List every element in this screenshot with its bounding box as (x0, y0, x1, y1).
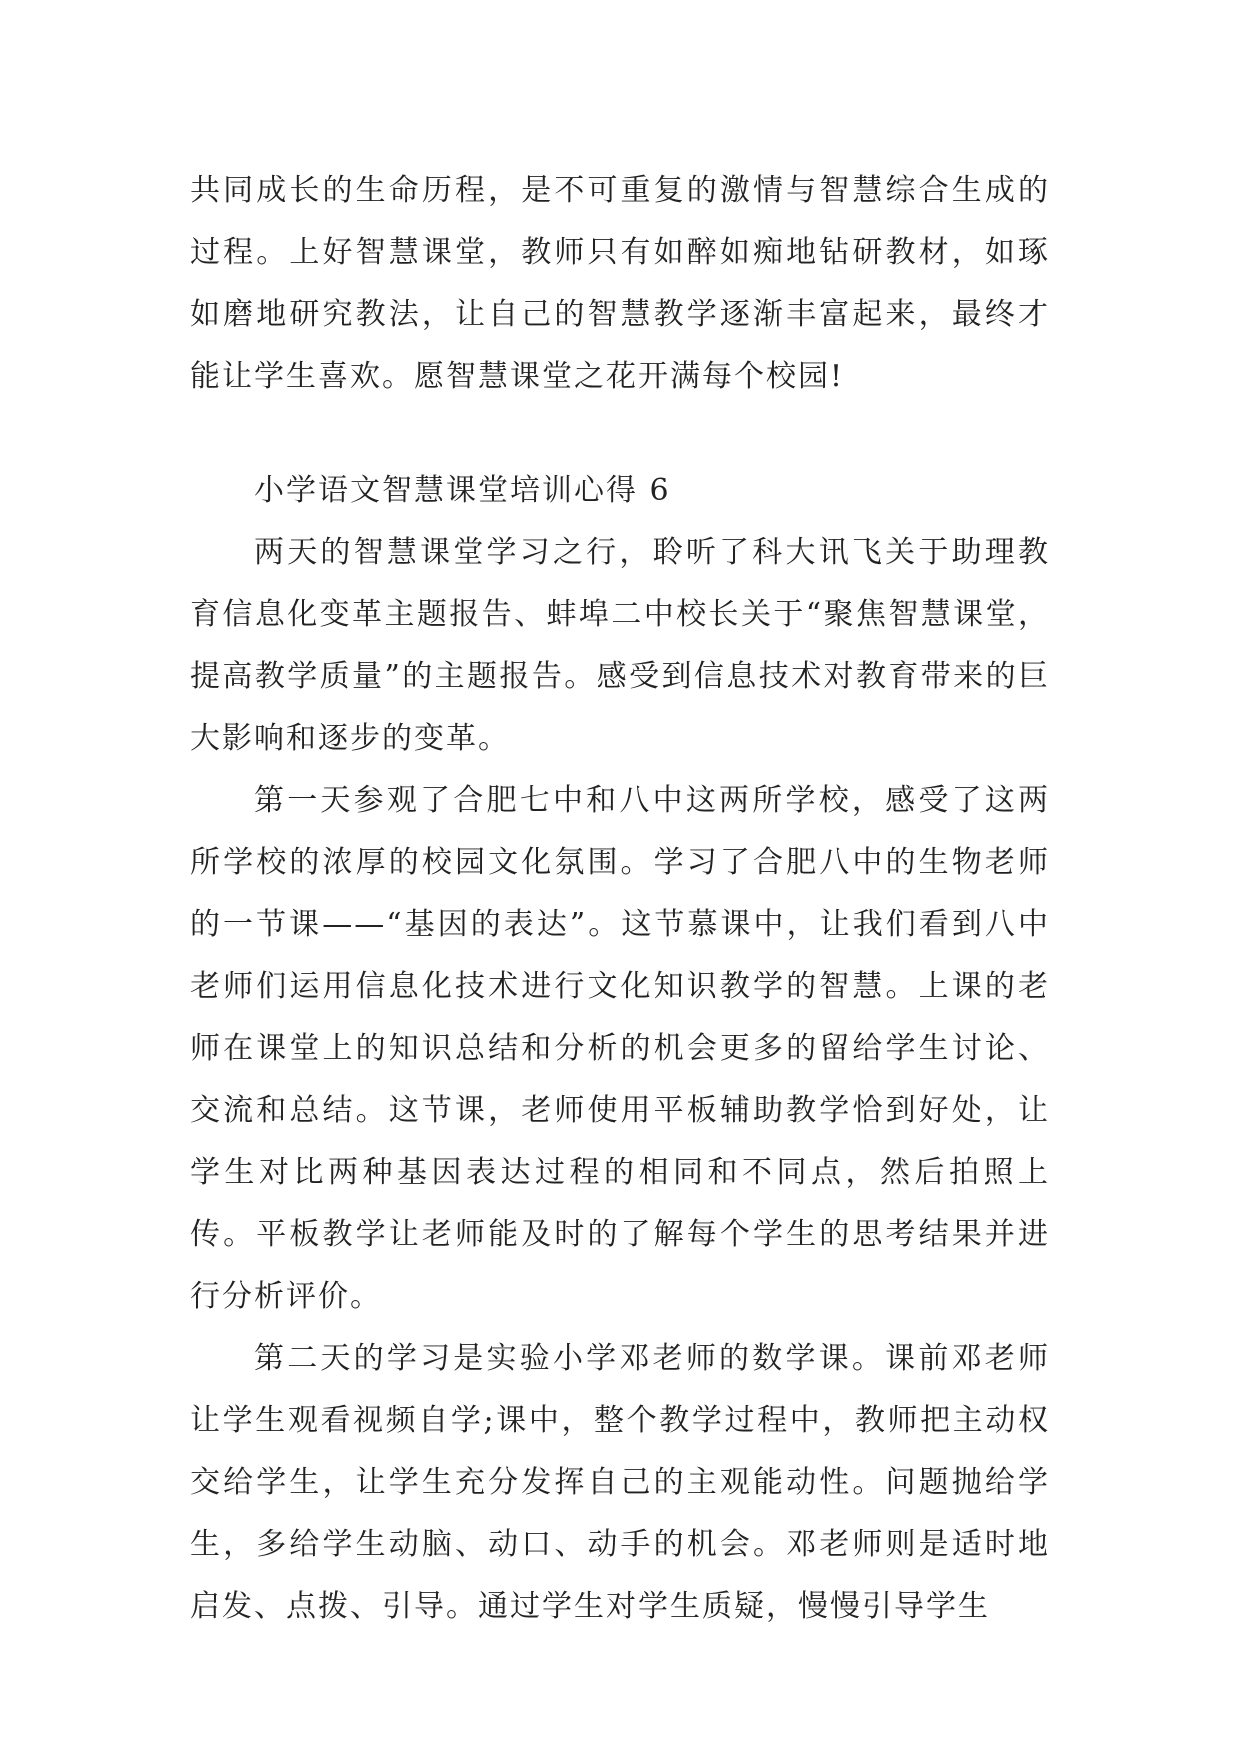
paragraph-3: 第二天的学习是实验小学邓老师的数学课。课前邓老师让学生观看视频自学;课中，整个教学过程中，教师把主动权交给学生，让学生充分发挥自己的主观能动性。问题抛给学生，多给学生动脑、动口、动手的机会。邓老师则是适时地启发、点拨、引导。通过学生对学生质疑，慢慢引导学生 (190, 1341, 1050, 1624)
section-title: 小学语文智慧课堂培训心得 6 (254, 473, 671, 508)
section-spacer (190, 408, 1050, 460)
paragraph-2: 第一天参观了合肥七中和八中这两所学校，感受了这两所学校的浓厚的校园文化氛围。学习了合肥八中的生物老师的一节课——“基因的表达”。这节慕课中，让我们看到八中老师们运用信息化技术进行文化知识教学的智慧。上课的老师在课堂上的知识总结和分析的机会更多的留给学生讨论、交流和总结。这节课，老师使用平板辅助教学恰到好处，让学生对比两种基因表达过程的相同和不同点，然后拍照上传。平板教学让老师能及时的了解每个学生的思考结果并进行分析评价。 (190, 783, 1050, 1314)
paragraph-1: 两天的智慧课堂学习之行，聆听了科大讯飞关于助理教育信息化变革主题报告、蚌埠二中校长关于“聚焦智慧课堂，提高教学质量”的主题报告。感受到信息技术对教育带来的巨大影响和逐步的变革。 (190, 535, 1050, 756)
intro-paragraph: 共同成长的生命历程，是不可重复的激情与智慧综合生成的过程。上好智慧课堂，教师只有如醉如痴地钻研教材，如琢如磨地研究教法，让自己的智慧教学逐渐丰富起来，最终才能让学生喜欢。愿智慧课堂之花开满每个校园! (190, 173, 1050, 394)
document-body (190, 160, 1050, 1638)
